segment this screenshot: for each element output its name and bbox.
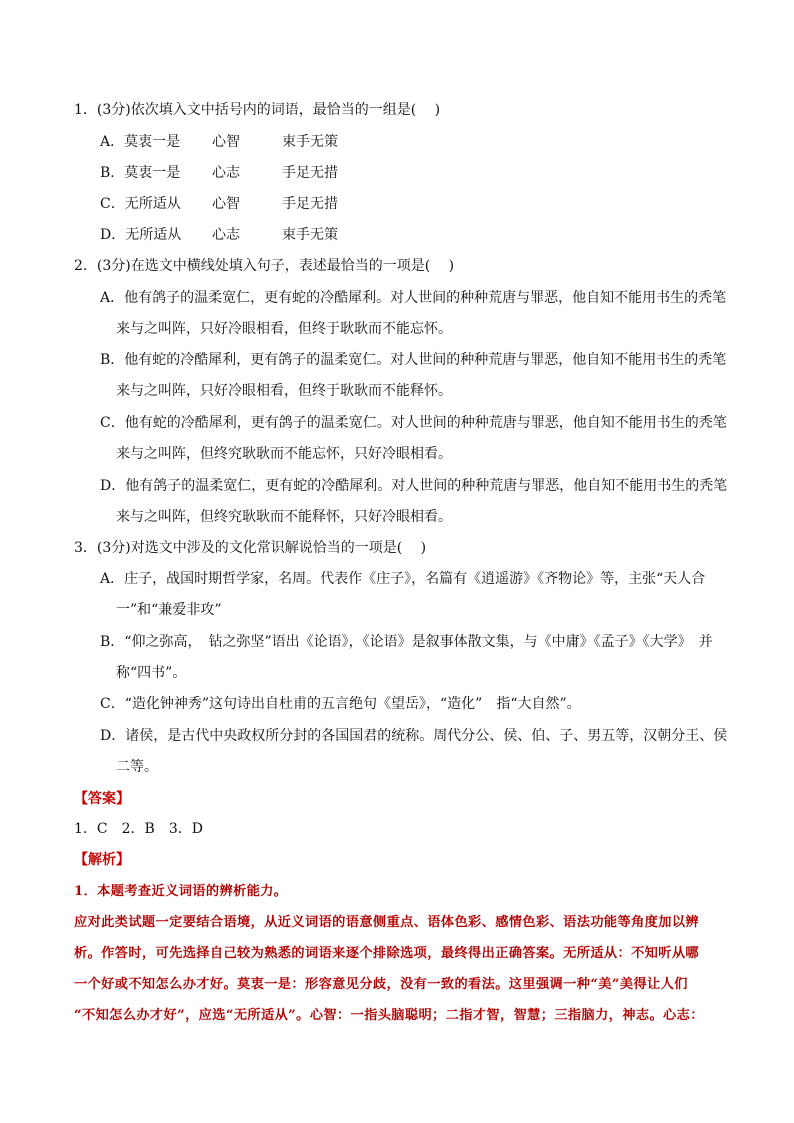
analysis-first-line: 1．本题考查近义词语的辨析能力。 [74,884,288,899]
question-1-option-c [100,195,400,213]
question-2-option-a-line-2: 来与之叫阵，只好冷眼相看，但终于耿耿而不能忘怀。 [116,321,452,337]
option-word-2: 心志 [212,227,240,243]
question-1-option-b [100,164,400,182]
answer-text: 1．C 2．B 3．D [74,821,203,837]
option-text: D．无所适从 [100,227,182,243]
question-3-option-a-line-2: 一”和“兼爱非攻” [116,602,222,618]
question-3-option-a-line-1: A．庄子，战国时期哲学家，名周。代表作《庄子》，名篇有《逍遥游》《齐物论》等，主张“天人合 [100,571,706,587]
option-word-2: 心智 [212,196,240,212]
option-word-3: 手足无措 [282,165,338,181]
analysis-label: 【解析】 [74,852,130,868]
question-3-option-b-line-1: B．“仰之弥高， 钻之弥坚”语出《论语》，《论语》是叙事体散文集，与《中庸》《孟子》《大学》 并 [100,634,713,650]
question-3-option-d-line-1: D．诸侯，是古代中央政权所分封的各国国君的统称。周代分公、侯、伯、子、男五等，汉朝分王、侯 [100,728,728,744]
question-1-stem: 1．(3分)依次填入文中括号内的词语，最恰当的一组是( ) [74,102,441,118]
analysis-paragraph-line: 应对此类试题一定要结合语境，从近义词语的语意侧重点、语体色彩、感情色彩、语法功能等角度加以辨 [74,915,700,930]
option-text: A．莫衷一是 [100,134,181,150]
analysis-paragraph-line: 一个好或不知怎么办才好。莫衷一是：形容意见分歧，没有一致的看法。这里强调一种“美”美得让人们 [74,977,688,992]
option-word-3: 手足无措 [282,196,338,212]
question-2-option-d-line-1: D．他有鸽子的温柔宽仁，更有蛇的冷酷犀利。对人世间的种种荒唐与罪恶，他自知不能用书生的秃笔 [100,478,728,494]
question-3-option-b-line-2: 称“四书”。 [116,665,187,681]
question-3-stem: 3．(3分)对选文中涉及的文化常识解说恰当的一项是( ) [74,540,427,556]
answer-label: 【答案】 [74,791,130,807]
question-2-option-a-line-1: A．他有鸽子的温柔宽仁，更有蛇的冷酷犀利。对人世间的种种荒唐与罪恶，他自知不能用书生的秃笔 [100,290,727,306]
question-1-option-a [100,133,400,151]
option-text: B．莫衷一是 [100,165,181,181]
question-3-option-d-line-2: 二等。 [116,759,158,775]
option-word-3: 束手无策 [282,227,338,243]
question-2-option-c-line-1: C．他有蛇的冷酷犀利，更有鸽子的温柔宽仁。对人世间的种种荒唐与罪恶，他自知不能用书生的秃笔 [100,415,727,431]
analysis-paragraph-line: “不知怎么办才好”，应选“无所适从”。心智：一指头脑聪明；二指才智，智慧；三指脑力，神志。心志： [74,1008,704,1023]
question-2-option-b-line-2: 来与之叫阵，只好冷眼相看，但终于耿耿而不能释怀。 [116,383,452,399]
option-text: C．无所适从 [100,196,181,212]
question-1-option-d [100,226,400,244]
question-3-option-c-line-1: C．“造化钟神秀”这句诗出自杜甫的五言绝句《望岳》，“造化” 指“大自然”。 [100,696,581,712]
analysis-paragraph-line: 析。作答时，可先选择自己较为熟悉的词语来逐个排除选项，最终得出正确答案。无所适从：不知听从哪 [74,946,700,961]
option-word-3: 束手无策 [282,134,338,150]
option-word-2: 心志 [212,165,240,181]
option-word-2: 心智 [212,134,240,150]
question-2-option-c-line-2: 来与之叫阵，但终究耿耿而不能忘怀，只好冷眼相看。 [116,446,452,462]
question-2-stem: 2．(3分)在选文中横线处填入句子，表述最恰当的一项是( ) [74,258,455,274]
question-2-option-b-line-1: B．他有蛇的冷酷犀利，更有鸽子的温柔宽仁。对人世间的种种荒唐与罪恶，他自知不能用书生的秃笔 [100,352,727,368]
question-2-option-d-line-2: 来与之叫阵，但终究耿耿而不能释怀，只好冷眼相看。 [116,509,452,525]
